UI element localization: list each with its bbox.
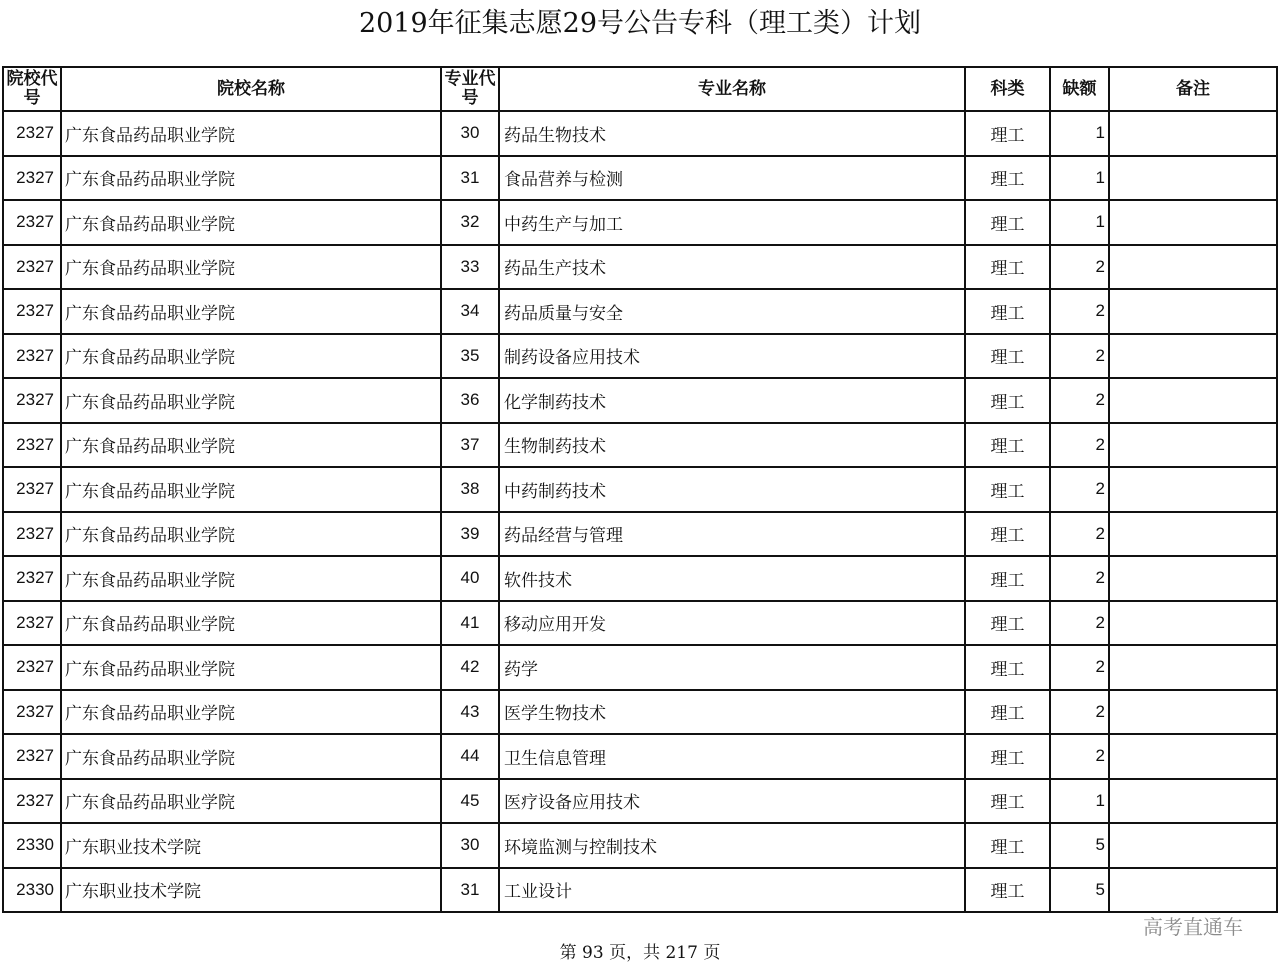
table-row bbox=[3, 868, 1277, 913]
cell-school-code: 2327 bbox=[3, 512, 61, 557]
table-row bbox=[3, 423, 1277, 468]
cell-major-code: 33 bbox=[441, 245, 499, 290]
cell-quota: 1 bbox=[1050, 200, 1109, 245]
cell-school-name: 广东食品药品职业学院 bbox=[61, 467, 441, 512]
cell-quota: 2 bbox=[1050, 556, 1109, 601]
cell-school-code: 2327 bbox=[3, 556, 61, 601]
cell-quota: 2 bbox=[1050, 512, 1109, 557]
cell-major-name: 药品生物技术 bbox=[499, 111, 965, 156]
cell-school-code: 2327 bbox=[3, 467, 61, 512]
table-row bbox=[3, 245, 1277, 290]
cell-note bbox=[1109, 467, 1277, 512]
header-major-code: 专业代号 bbox=[441, 67, 499, 111]
header-school-name: 院校名称 bbox=[61, 67, 441, 111]
cell-note bbox=[1109, 601, 1277, 646]
cell-major-code: 34 bbox=[441, 289, 499, 334]
cell-major-name: 环境监测与控制技术 bbox=[499, 823, 965, 868]
cell-major-name: 移动应用开发 bbox=[499, 601, 965, 646]
cell-major-name: 卫生信息管理 bbox=[499, 734, 965, 779]
table-row bbox=[3, 156, 1277, 201]
cell-major-name: 医学生物技术 bbox=[499, 690, 965, 735]
cell-category: 理工 bbox=[965, 690, 1050, 735]
cell-school-name: 广东职业技术学院 bbox=[61, 868, 441, 913]
cell-category: 理工 bbox=[965, 467, 1050, 512]
cell-major-name: 化学制药技术 bbox=[499, 378, 965, 423]
cell-school-code: 2327 bbox=[3, 200, 61, 245]
cell-category: 理工 bbox=[965, 512, 1050, 557]
cell-quota: 2 bbox=[1050, 601, 1109, 646]
cell-major-code: 40 bbox=[441, 556, 499, 601]
cell-quota: 2 bbox=[1050, 467, 1109, 512]
table-row bbox=[3, 734, 1277, 779]
watermark-text: 高考直通车 bbox=[1143, 915, 1243, 939]
cell-quota: 2 bbox=[1050, 734, 1109, 779]
cell-major-name: 制药设备应用技术 bbox=[499, 334, 965, 379]
cell-category: 理工 bbox=[965, 556, 1050, 601]
cell-category: 理工 bbox=[965, 378, 1050, 423]
header-note: 备注 bbox=[1109, 67, 1277, 111]
cell-quota: 2 bbox=[1050, 423, 1109, 468]
page-footer: 第 93 页，共 217 页 bbox=[559, 943, 721, 963]
cell-category: 理工 bbox=[965, 200, 1050, 245]
cell-quota: 5 bbox=[1050, 868, 1109, 913]
cell-major-name: 软件技术 bbox=[499, 556, 965, 601]
cell-major-name: 生物制药技术 bbox=[499, 423, 965, 468]
cell-school-code: 2327 bbox=[3, 779, 61, 824]
cell-major-code: 45 bbox=[441, 779, 499, 824]
table-row bbox=[3, 690, 1277, 735]
cell-note bbox=[1109, 200, 1277, 245]
cell-school-name: 广东食品药品职业学院 bbox=[61, 334, 441, 379]
cell-major-code: 31 bbox=[441, 868, 499, 913]
header-category: 科类 bbox=[965, 67, 1050, 111]
cell-note bbox=[1109, 378, 1277, 423]
cell-major-code: 39 bbox=[441, 512, 499, 557]
table-body bbox=[3, 111, 1277, 912]
cell-school-code: 2327 bbox=[3, 601, 61, 646]
cell-category: 理工 bbox=[965, 111, 1050, 156]
cell-note bbox=[1109, 334, 1277, 379]
cell-school-code: 2327 bbox=[3, 245, 61, 290]
cell-school-name: 广东食品药品职业学院 bbox=[61, 512, 441, 557]
cell-major-code: 31 bbox=[441, 156, 499, 201]
cell-school-name: 广东职业技术学院 bbox=[61, 823, 441, 868]
cell-note bbox=[1109, 111, 1277, 156]
cell-note bbox=[1109, 734, 1277, 779]
cell-category: 理工 bbox=[965, 779, 1050, 824]
cell-major-code: 35 bbox=[441, 334, 499, 379]
cell-category: 理工 bbox=[965, 868, 1050, 913]
cell-major-code: 36 bbox=[441, 378, 499, 423]
cell-school-name: 广东食品药品职业学院 bbox=[61, 111, 441, 156]
cell-note bbox=[1109, 868, 1277, 913]
cell-school-code: 2327 bbox=[3, 645, 61, 690]
cell-quota: 2 bbox=[1050, 378, 1109, 423]
plan-table bbox=[2, 66, 1278, 913]
cell-major-name: 医疗设备应用技术 bbox=[499, 779, 965, 824]
table-row bbox=[3, 111, 1277, 156]
cell-note bbox=[1109, 245, 1277, 290]
table-row bbox=[3, 601, 1277, 646]
cell-school-code: 2327 bbox=[3, 289, 61, 334]
cell-major-name: 药品经营与管理 bbox=[499, 512, 965, 557]
table-row bbox=[3, 779, 1277, 824]
cell-school-code: 2327 bbox=[3, 334, 61, 379]
table-row bbox=[3, 378, 1277, 423]
cell-category: 理工 bbox=[965, 601, 1050, 646]
cell-school-code: 2330 bbox=[3, 868, 61, 913]
header-school-code: 院校代号 bbox=[3, 67, 61, 111]
cell-school-name: 广东食品药品职业学院 bbox=[61, 245, 441, 290]
cell-school-name: 广东食品药品职业学院 bbox=[61, 734, 441, 779]
cell-school-name: 广东食品药品职业学院 bbox=[61, 289, 441, 334]
cell-note bbox=[1109, 512, 1277, 557]
cell-school-name: 广东食品药品职业学院 bbox=[61, 690, 441, 735]
cell-note bbox=[1109, 645, 1277, 690]
cell-school-name: 广东食品药品职业学院 bbox=[61, 645, 441, 690]
cell-school-name: 广东食品药品职业学院 bbox=[61, 200, 441, 245]
cell-school-name: 广东食品药品职业学院 bbox=[61, 423, 441, 468]
cell-quota: 1 bbox=[1050, 111, 1109, 156]
table-row bbox=[3, 556, 1277, 601]
table-row bbox=[3, 289, 1277, 334]
cell-major-code: 43 bbox=[441, 690, 499, 735]
table-row bbox=[3, 200, 1277, 245]
cell-school-code: 2327 bbox=[3, 111, 61, 156]
cell-major-code: 42 bbox=[441, 645, 499, 690]
cell-school-name: 广东食品药品职业学院 bbox=[61, 378, 441, 423]
cell-quota: 1 bbox=[1050, 156, 1109, 201]
cell-major-name: 食品营养与检测 bbox=[499, 156, 965, 201]
cell-major-name: 中药制药技术 bbox=[499, 467, 965, 512]
cell-major-name: 工业设计 bbox=[499, 868, 965, 913]
cell-category: 理工 bbox=[965, 334, 1050, 379]
cell-category: 理工 bbox=[965, 734, 1050, 779]
table-row bbox=[3, 334, 1277, 379]
cell-quota: 5 bbox=[1050, 823, 1109, 868]
header-major-name: 专业名称 bbox=[499, 67, 965, 111]
cell-school-code: 2327 bbox=[3, 734, 61, 779]
table-row bbox=[3, 467, 1277, 512]
cell-note bbox=[1109, 156, 1277, 201]
cell-quota: 2 bbox=[1050, 289, 1109, 334]
table-row bbox=[3, 645, 1277, 690]
cell-quota: 2 bbox=[1050, 645, 1109, 690]
page-title: 2019年征集志愿29号公告专科（理工类）计划 bbox=[358, 8, 922, 39]
cell-school-name: 广东食品药品职业学院 bbox=[61, 601, 441, 646]
cell-school-code: 2327 bbox=[3, 378, 61, 423]
cell-category: 理工 bbox=[965, 156, 1050, 201]
cell-school-name: 广东食品药品职业学院 bbox=[61, 556, 441, 601]
cell-quota: 2 bbox=[1050, 245, 1109, 290]
cell-school-code: 2327 bbox=[3, 690, 61, 735]
cell-note bbox=[1109, 289, 1277, 334]
table-row bbox=[3, 512, 1277, 557]
cell-school-name: 广东食品药品职业学院 bbox=[61, 779, 441, 824]
header-quota: 缺额 bbox=[1050, 67, 1109, 111]
cell-major-code: 41 bbox=[441, 601, 499, 646]
cell-category: 理工 bbox=[965, 823, 1050, 868]
cell-category: 理工 bbox=[965, 245, 1050, 290]
cell-major-name: 药学 bbox=[499, 645, 965, 690]
cell-school-code: 2327 bbox=[3, 423, 61, 468]
cell-note bbox=[1109, 823, 1277, 868]
cell-note bbox=[1109, 556, 1277, 601]
cell-major-code: 37 bbox=[441, 423, 499, 468]
cell-school-code: 2327 bbox=[3, 156, 61, 201]
table-header-row bbox=[3, 67, 1277, 111]
cell-major-code: 32 bbox=[441, 200, 499, 245]
cell-school-code: 2330 bbox=[3, 823, 61, 868]
cell-category: 理工 bbox=[965, 645, 1050, 690]
cell-quota: 2 bbox=[1050, 334, 1109, 379]
cell-major-name: 药品质量与安全 bbox=[499, 289, 965, 334]
cell-major-code: 44 bbox=[441, 734, 499, 779]
cell-major-name: 中药生产与加工 bbox=[499, 200, 965, 245]
cell-category: 理工 bbox=[965, 289, 1050, 334]
cell-major-name: 药品生产技术 bbox=[499, 245, 965, 290]
cell-school-name: 广东食品药品职业学院 bbox=[61, 156, 441, 201]
table-row bbox=[3, 823, 1277, 868]
cell-note bbox=[1109, 779, 1277, 824]
cell-major-code: 38 bbox=[441, 467, 499, 512]
cell-major-code: 30 bbox=[441, 111, 499, 156]
cell-quota: 2 bbox=[1050, 690, 1109, 735]
cell-category: 理工 bbox=[965, 423, 1050, 468]
cell-quota: 1 bbox=[1050, 779, 1109, 824]
cell-major-code: 30 bbox=[441, 823, 499, 868]
cell-note bbox=[1109, 690, 1277, 735]
cell-note bbox=[1109, 423, 1277, 468]
